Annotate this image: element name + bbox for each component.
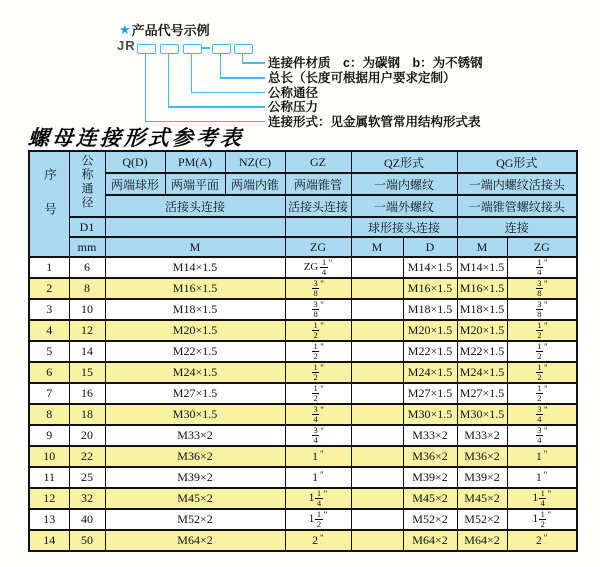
cell-qz-d: M39×2: [403, 467, 457, 488]
cell-qg-m: M18×1.5: [457, 299, 507, 320]
cell-dn: 20: [69, 425, 105, 446]
cell-qz-d: M22×1.5: [403, 341, 457, 362]
cell-qg-m: M45×2: [457, 488, 507, 509]
header-unit-qz-m: M: [351, 237, 403, 257]
cell-qg-m: M27×1.5: [457, 383, 507, 404]
cell-gz-zg: 2 ": [285, 530, 351, 551]
cell-m: M14×1.5: [105, 257, 285, 278]
table-body: [29, 257, 577, 551]
cell-seq: 9: [29, 425, 69, 446]
cell-qz-m: [351, 278, 403, 299]
cell-m: M52×2: [105, 509, 285, 530]
cell-qz-m: [351, 404, 403, 425]
cell-dn: 25: [69, 467, 105, 488]
cell-dn: 18: [69, 404, 105, 425]
cell-qz-m: [351, 341, 403, 362]
cell-gz-zg: $\frac{3}{4}$ ": [285, 404, 351, 425]
cell-m: M64×2: [105, 530, 285, 551]
cell-qz-m: [351, 446, 403, 467]
header-blank-m: [105, 217, 285, 237]
table-row: [29, 257, 577, 278]
connector-line: [191, 92, 265, 94]
cell-qz-d: M64×2: [403, 530, 457, 551]
header-unit-qg-m: M: [457, 237, 507, 257]
table-row: [29, 362, 577, 383]
cell-m: M45×2: [105, 488, 285, 509]
cell-seq: 2: [29, 278, 69, 299]
cell-qg-zg: $\frac{3}{8}$ ": [507, 278, 577, 299]
cell-qz-d: M14×1.5: [403, 257, 457, 278]
cell-qg-zg: 1 $\frac{1}{4}$ ": [507, 488, 577, 509]
diagram-label-length: 总长（长度可根据用户要求定制）: [268, 71, 456, 85]
cell-seq: 6: [29, 362, 69, 383]
cell-seq: 12: [29, 488, 69, 509]
cell-qz-d: M36×2: [403, 446, 457, 467]
cell-qz-m: [351, 257, 403, 278]
cell-qz-m: [351, 362, 403, 383]
cell-qz-d: M18×1.5: [403, 299, 457, 320]
cell-qg-m: M36×2: [457, 446, 507, 467]
header-code-nz: NZ(C): [225, 151, 285, 173]
cell-qz-d: M16×1.5: [403, 278, 457, 299]
cell-qg-m: M16×1.5: [457, 278, 507, 299]
cell-dn: 14: [69, 341, 105, 362]
cell-qz-m: [351, 299, 403, 320]
cell-dn: 10: [69, 299, 105, 320]
cell-seq: 14: [29, 530, 69, 551]
cell-dn: 16: [69, 383, 105, 404]
cell-qz-m: [351, 320, 403, 341]
table-title: 螺母连接形式参考表: [27, 126, 245, 150]
diagram-label-material: 连接件材质 c：为碳钢 b：为不锈钢: [268, 56, 483, 70]
cell-m: M18×1.5: [105, 299, 285, 320]
table-row: [29, 299, 577, 320]
cell-qg-m: M24×1.5: [457, 362, 507, 383]
code-box-5: [234, 44, 253, 54]
header-code-qg: QG形式: [457, 151, 577, 173]
cell-seq: 1: [29, 257, 69, 278]
cell-qg-m: M52×2: [457, 509, 507, 530]
cell-gz-zg: $\frac{1}{2}$ ": [285, 320, 351, 341]
header-union-joint: 活接头连接: [105, 195, 285, 217]
cell-seq: 10: [29, 446, 69, 467]
cell-gz-zg: $\frac{3}{8}$ ": [285, 278, 351, 299]
header-code-q: Q(D): [105, 151, 165, 173]
diagram-title: [119, 20, 210, 39]
cell-qz-m: [351, 467, 403, 488]
code-box-3: [183, 44, 202, 54]
cell-qg-zg: 1 ": [507, 446, 577, 467]
header-unit-qg-zg: ZG: [507, 237, 577, 257]
header-desc-qg1: 一端内螺纹活接头: [457, 173, 577, 195]
cell-dn: 50: [69, 530, 105, 551]
cell-gz-zg: 1 $\frac{1}{2}$ ": [285, 509, 351, 530]
cell-qg-zg: $\frac{3}{8}$ ": [507, 299, 577, 320]
cell-m: M16×1.5: [105, 278, 285, 299]
cell-qg-m: M64×2: [457, 530, 507, 551]
header-desc-qg3: 连接: [457, 217, 577, 237]
cell-qz-d: M27×1.5: [403, 383, 457, 404]
table-row: [29, 320, 577, 341]
header-seq: 序号: [29, 151, 69, 257]
table-row: [29, 278, 577, 299]
cell-dn: 8: [69, 278, 105, 299]
cell-qg-m: M22×1.5: [457, 341, 507, 362]
cell-gz-zg: 1 ": [285, 446, 351, 467]
cell-qg-m: M39×2: [457, 467, 507, 488]
cell-gz-zg: 1 ": [285, 467, 351, 488]
cell-qz-m: [351, 383, 403, 404]
nut-connection-table: [28, 150, 578, 552]
cell-qz-m: [351, 488, 403, 509]
cell-gz-zg: $\frac{3}{8}$ ": [285, 299, 351, 320]
cell-qg-zg: 1 ": [507, 467, 577, 488]
cell-m: M24×1.5: [105, 362, 285, 383]
code-dash: [202, 47, 210, 49]
cell-seq: 8: [29, 404, 69, 425]
cell-dn: 40: [69, 509, 105, 530]
header-code-qz: QZ形式: [351, 151, 457, 173]
cell-m: M36×2: [105, 446, 285, 467]
diagram-label-diameter: 公称通径: [268, 85, 319, 100]
table-row: [29, 425, 577, 446]
header-unit-zg: ZG: [285, 237, 351, 257]
cell-qz-d: M30×1.5: [403, 404, 457, 425]
cell-dn: 12: [69, 320, 105, 341]
cell-qg-zg: $\frac{1}{2}$ ": [507, 320, 577, 341]
cell-qz-m: [351, 425, 403, 446]
table-row: [29, 446, 577, 467]
cell-qg-m: M30×1.5: [457, 404, 507, 425]
header-union-joint-gz: 活接头连接: [285, 195, 351, 217]
table-row: [29, 467, 577, 488]
diagram-label-conn-form: 连接形式：见金属软管常用结构形式表: [268, 114, 481, 129]
cell-m: M27×1.5: [105, 383, 285, 404]
header-d1: D1: [69, 217, 105, 237]
cell-qg-zg: $\frac{3}{4}$ ": [507, 404, 577, 425]
header-blank-gz: [285, 217, 351, 237]
cell-seq: 4: [29, 320, 69, 341]
cell-qz-d: M45×2: [403, 488, 457, 509]
cell-dn: 32: [69, 488, 105, 509]
header-desc-qz2: 一端外螺纹: [351, 195, 457, 217]
cell-qz-m: [351, 509, 403, 530]
code-box-2: [160, 44, 179, 54]
table-row: [29, 404, 577, 425]
cell-seq: 11: [29, 467, 69, 488]
header-desc-nz: 两端内锥: [225, 173, 285, 195]
cell-qg-zg: $\frac{1}{2}$ ": [507, 341, 577, 362]
header-code-gz: GZ: [285, 151, 351, 173]
product-code-prefix: JR: [117, 38, 136, 53]
cell-seq: 7: [29, 383, 69, 404]
cell-qg-m: M14×1.5: [457, 257, 507, 278]
header-desc-qg2: 一端锥管螺纹接头: [457, 195, 577, 217]
cell-m: M22×1.5: [105, 341, 285, 362]
cell-gz-zg: ZG $\frac{1}{4}$ ": [285, 257, 351, 278]
cell-m: M30×1.5: [105, 404, 285, 425]
header-desc-qz3: 球形接头连接: [351, 217, 457, 237]
cell-qg-zg: 1 $\frac{1}{2}$ ": [507, 509, 577, 530]
cell-qg-m: M33×2: [457, 425, 507, 446]
diagram-label-pressure: 公称压力: [268, 100, 319, 114]
header-unit-qz-d: D: [403, 237, 457, 257]
cell-qg-m: M20×1.5: [457, 320, 507, 341]
table-row: [29, 383, 577, 404]
header-desc-gz: 两端锥管: [285, 173, 351, 195]
cell-gz-zg: 1 $\frac{1}{4}$ ": [285, 488, 351, 509]
connector-line: [220, 77, 265, 79]
cell-dn: 6: [69, 257, 105, 278]
connector-line: [220, 53, 222, 79]
connector-line: [191, 53, 193, 93]
cell-seq: 5: [29, 341, 69, 362]
connector-line: [168, 106, 265, 108]
cell-qg-zg: $\frac{1}{2}$ ": [507, 362, 577, 383]
header-dn: 公称通径: [69, 151, 105, 217]
cell-qz-d: M20×1.5: [403, 320, 457, 341]
table-row: [29, 530, 577, 551]
cell-m: M33×2: [105, 425, 285, 446]
table-row: [29, 488, 577, 509]
connector-line: [242, 62, 265, 64]
table-row: [29, 341, 577, 362]
star-icon: ★: [119, 22, 131, 37]
header-unit-m: M: [105, 237, 285, 257]
cell-qg-zg: 2 ": [507, 530, 577, 551]
cell-qg-zg: $\frac{1}{4}$ ": [507, 257, 577, 278]
cell-gz-zg: $\frac{1}{2}$ ": [285, 341, 351, 362]
code-box-4: [212, 44, 231, 54]
cell-qz-d: M52×2: [403, 509, 457, 530]
header-mm: mm: [69, 237, 105, 257]
code-box-1: [137, 44, 156, 54]
table-header: [29, 151, 577, 257]
header-code-pm: PM(A): [165, 151, 225, 173]
connector-line: [168, 53, 170, 108]
cell-gz-zg: $\frac{3}{4}$ ": [285, 425, 351, 446]
cell-dn: 15: [69, 362, 105, 383]
cell-qz-d: M33×2: [403, 425, 457, 446]
header-desc-pm: 两端平面: [165, 173, 225, 195]
cell-gz-zg: $\frac{1}{2}$ ": [285, 383, 351, 404]
cell-m: M20×1.5: [105, 320, 285, 341]
table-row: [29, 509, 577, 530]
cell-qg-zg: $\frac{3}{4}$ ": [507, 425, 577, 446]
cell-gz-zg: $\frac{1}{2}$ ": [285, 362, 351, 383]
diagram-title-text: 产品代号示例: [131, 23, 210, 38]
cell-seq: 13: [29, 509, 69, 530]
cell-qg-zg: $\frac{1}{2}$ ": [507, 383, 577, 404]
cell-seq: 3: [29, 299, 69, 320]
header-desc-q: 两端球形: [105, 173, 165, 195]
connector-line: [145, 53, 147, 122]
cell-dn: 22: [69, 446, 105, 467]
header-desc-qz1: 一端内螺纹: [351, 173, 457, 195]
cell-qz-d: M24×1.5: [403, 362, 457, 383]
cell-m: M39×2: [105, 467, 285, 488]
cell-qz-m: [351, 530, 403, 551]
